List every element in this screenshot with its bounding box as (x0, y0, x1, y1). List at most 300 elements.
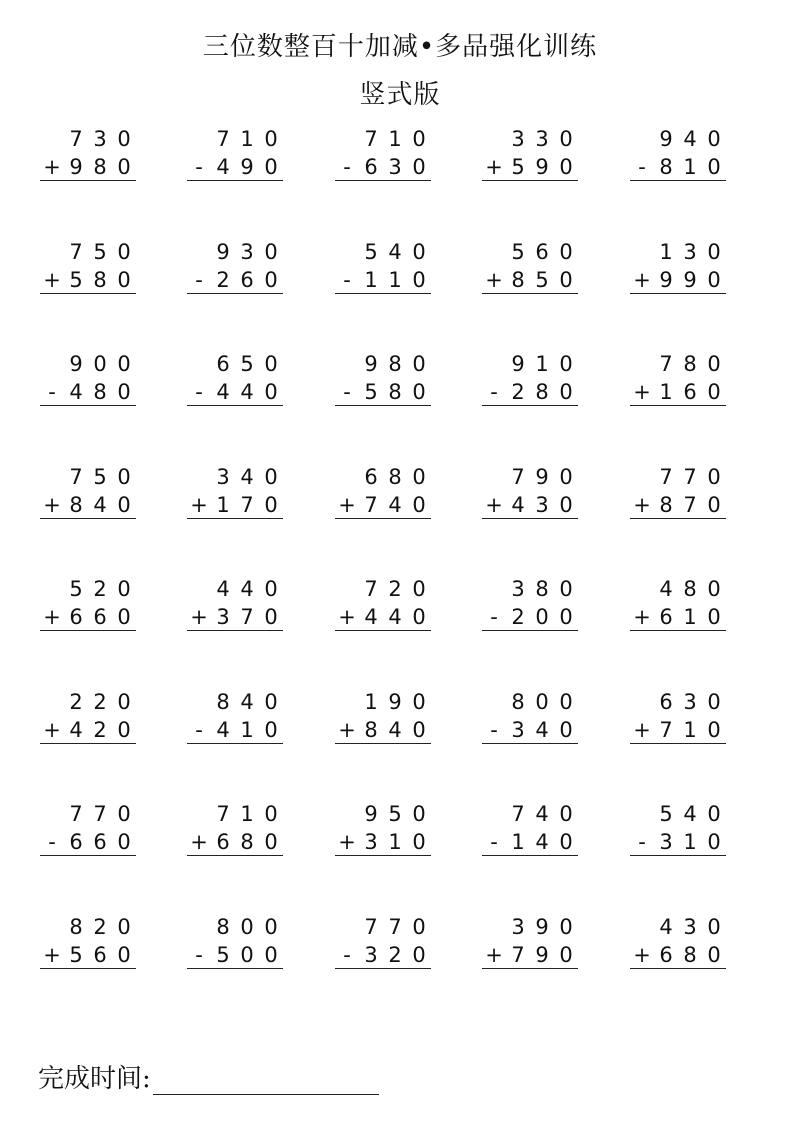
digit: 9 (240, 155, 254, 179)
problem-item (187, 914, 283, 969)
digit: 8 (93, 155, 107, 179)
digit: 4 (388, 718, 402, 742)
second-operand (482, 267, 578, 294)
second-operand (482, 379, 578, 406)
first-operand (630, 351, 726, 377)
digit: 0 (412, 718, 426, 742)
second-operand (40, 267, 136, 294)
digit: 7 (683, 493, 697, 517)
digit: 1 (240, 127, 254, 151)
digit: 0 (264, 802, 278, 826)
digit: 0 (117, 915, 131, 939)
digit: 1 (683, 605, 697, 629)
digit: 0 (412, 802, 426, 826)
digit: 0 (559, 915, 573, 939)
page-subtitle: 竖式版 (359, 80, 441, 110)
digit: 2 (93, 915, 107, 939)
digit: 0 (559, 690, 573, 714)
digit: 0 (707, 268, 721, 292)
second-operand (482, 829, 578, 856)
digit: 0 (412, 268, 426, 292)
digit: 0 (412, 380, 426, 404)
digit: 0 (707, 380, 721, 404)
digit: 4 (511, 493, 525, 517)
digit: 0 (264, 830, 278, 854)
digit: 9 (659, 268, 673, 292)
plus-sign: + (633, 380, 651, 404)
first-operand (482, 689, 578, 715)
first-operand (187, 126, 283, 152)
digit: 0 (264, 465, 278, 489)
digit: 0 (117, 493, 131, 517)
digit: 0 (264, 155, 278, 179)
problem-item (630, 576, 726, 631)
digit: 0 (707, 802, 721, 826)
digit: 1 (240, 718, 254, 742)
minus-sign: - (343, 268, 351, 292)
digit: 1 (683, 830, 697, 854)
digit: 6 (659, 943, 673, 967)
digit: 5 (240, 352, 254, 376)
first-operand (40, 239, 136, 265)
problem-item (482, 126, 578, 181)
problem-item (335, 914, 431, 969)
digit: 0 (264, 915, 278, 939)
first-operand (40, 351, 136, 377)
second-operand (630, 154, 726, 181)
second-operand (40, 604, 136, 631)
digit: 0 (559, 127, 573, 151)
digit: 0 (535, 690, 549, 714)
digit: 9 (216, 240, 230, 264)
plus-sign: + (43, 605, 61, 629)
second-operand (187, 604, 283, 631)
digit: 0 (707, 943, 721, 967)
digit: 9 (683, 268, 697, 292)
digit: 2 (93, 718, 107, 742)
digit: 3 (535, 493, 549, 517)
digit: 3 (216, 465, 230, 489)
digit: 2 (93, 690, 107, 714)
plus-sign: + (43, 493, 61, 517)
plus-sign: + (43, 718, 61, 742)
second-operand (630, 829, 726, 856)
minus-sign: - (343, 155, 351, 179)
digit: 2 (69, 690, 83, 714)
second-operand (187, 717, 283, 744)
minus-sign: - (195, 718, 203, 742)
problem-item (187, 464, 283, 519)
digit: 0 (264, 268, 278, 292)
digit: 0 (707, 352, 721, 376)
problem-item (40, 689, 136, 744)
digit: 8 (659, 493, 673, 517)
digit: 7 (93, 802, 107, 826)
second-operand (630, 604, 726, 631)
digit: 7 (364, 577, 378, 601)
minus-sign: - (638, 830, 646, 854)
digit: 0 (117, 802, 131, 826)
digit: 7 (69, 240, 83, 264)
minus-sign: - (48, 830, 56, 854)
first-operand (482, 464, 578, 490)
digit: 0 (264, 493, 278, 517)
digit: 8 (93, 268, 107, 292)
second-operand (40, 829, 136, 856)
digit: 0 (412, 465, 426, 489)
plus-sign: + (633, 493, 651, 517)
digit: 3 (683, 240, 697, 264)
digit: 7 (659, 718, 673, 742)
minus-sign: - (195, 155, 203, 179)
digit: 7 (69, 127, 83, 151)
digit: 4 (388, 605, 402, 629)
problem-item (40, 801, 136, 856)
digit: 9 (535, 943, 549, 967)
digit: 0 (264, 943, 278, 967)
second-operand (482, 942, 578, 969)
digit: 2 (388, 943, 402, 967)
second-operand (630, 379, 726, 406)
problem-item (630, 464, 726, 519)
first-operand (482, 239, 578, 265)
digit: 8 (388, 380, 402, 404)
problem-item (630, 239, 726, 294)
first-operand (335, 576, 431, 602)
digit: 8 (93, 380, 107, 404)
digit: 8 (683, 352, 697, 376)
second-operand (482, 604, 578, 631)
minus-sign: - (490, 830, 498, 854)
digit: 0 (707, 605, 721, 629)
digit: 0 (559, 155, 573, 179)
second-operand (335, 604, 431, 631)
digit: 8 (659, 155, 673, 179)
digit: 8 (69, 915, 83, 939)
digit: 0 (535, 605, 549, 629)
digit: 8 (216, 915, 230, 939)
problem-item (187, 576, 283, 631)
digit: 7 (511, 943, 525, 967)
second-operand (630, 267, 726, 294)
problem-item (482, 239, 578, 294)
first-operand (630, 464, 726, 490)
digit: 4 (216, 155, 230, 179)
first-operand (482, 914, 578, 940)
problem-item (40, 126, 136, 181)
digit: 3 (216, 605, 230, 629)
first-operand (335, 351, 431, 377)
first-operand (335, 126, 431, 152)
digit: 6 (240, 268, 254, 292)
digit: 5 (535, 268, 549, 292)
second-operand (40, 154, 136, 181)
digit: 0 (264, 352, 278, 376)
plus-sign: + (633, 718, 651, 742)
digit: 6 (93, 943, 107, 967)
problem-item (40, 239, 136, 294)
digit: 8 (69, 493, 83, 517)
second-operand (335, 829, 431, 856)
second-operand (40, 379, 136, 406)
digit: 0 (412, 352, 426, 376)
completion-time-blank[interactable] (153, 1068, 379, 1095)
digit: 0 (559, 380, 573, 404)
digit: 1 (388, 830, 402, 854)
digit: 7 (216, 802, 230, 826)
second-operand (482, 154, 578, 181)
digit: 0 (707, 690, 721, 714)
digit: 9 (659, 127, 673, 151)
digit: 8 (535, 380, 549, 404)
digit: 3 (240, 240, 254, 264)
second-operand (40, 492, 136, 519)
problem-item (40, 576, 136, 631)
problem-item (630, 351, 726, 406)
digit: 5 (659, 802, 673, 826)
digit: 0 (412, 577, 426, 601)
digit: 1 (659, 380, 673, 404)
digit: 3 (511, 915, 525, 939)
digit: 2 (93, 577, 107, 601)
plus-sign: + (190, 493, 208, 517)
digit: 0 (412, 830, 426, 854)
problem-item (335, 239, 431, 294)
plus-sign: + (485, 268, 503, 292)
minus-sign: - (195, 943, 203, 967)
minus-sign: - (48, 380, 56, 404)
digit: 0 (264, 380, 278, 404)
problem-item (335, 801, 431, 856)
digit: 4 (683, 802, 697, 826)
digit: 4 (216, 718, 230, 742)
problem-item (335, 351, 431, 406)
first-operand (187, 914, 283, 940)
first-operand (630, 576, 726, 602)
problem-item (187, 239, 283, 294)
problem-item (335, 126, 431, 181)
digit: 4 (216, 380, 230, 404)
first-operand (482, 576, 578, 602)
second-operand (40, 717, 136, 744)
digit: 5 (69, 268, 83, 292)
digit: 4 (388, 240, 402, 264)
digit: 2 (511, 605, 525, 629)
digit: 7 (364, 127, 378, 151)
digit: 6 (69, 605, 83, 629)
digit: 3 (93, 127, 107, 151)
first-operand (630, 914, 726, 940)
first-operand (335, 914, 431, 940)
second-operand (335, 717, 431, 744)
page-title: 三位数整百十加减•多品强化训练 (202, 32, 598, 62)
digit: 4 (93, 493, 107, 517)
problem-item (630, 126, 726, 181)
digit: 4 (535, 802, 549, 826)
digit: 4 (240, 380, 254, 404)
digit: 7 (364, 493, 378, 517)
digit: 0 (707, 155, 721, 179)
digit: 9 (364, 352, 378, 376)
digit: 0 (412, 155, 426, 179)
digit: 0 (412, 493, 426, 517)
digit: 0 (117, 380, 131, 404)
second-operand (187, 829, 283, 856)
digit: 4 (69, 380, 83, 404)
digit: 0 (707, 465, 721, 489)
digit: 9 (535, 465, 549, 489)
digit: 5 (511, 155, 525, 179)
digit: 0 (264, 718, 278, 742)
first-operand (40, 689, 136, 715)
digit: 7 (511, 465, 525, 489)
digit: 4 (240, 690, 254, 714)
plus-sign: + (485, 493, 503, 517)
digit: 7 (511, 802, 525, 826)
digit: 6 (535, 240, 549, 264)
digit: 0 (412, 943, 426, 967)
digit: 0 (264, 127, 278, 151)
digit: 1 (388, 127, 402, 151)
problem-item (40, 351, 136, 406)
digit: 0 (559, 830, 573, 854)
digit: 0 (707, 127, 721, 151)
digit: 0 (117, 352, 131, 376)
digit: 0 (559, 577, 573, 601)
digit: 1 (216, 493, 230, 517)
digit: 6 (659, 690, 673, 714)
second-operand (482, 492, 578, 519)
plus-sign: + (485, 155, 503, 179)
digit: 0 (559, 605, 573, 629)
minus-sign: - (490, 380, 498, 404)
digit: 7 (216, 127, 230, 151)
digit: 6 (659, 605, 673, 629)
digit: 6 (69, 830, 83, 854)
digit: 0 (117, 268, 131, 292)
problem-item (482, 464, 578, 519)
first-operand (482, 126, 578, 152)
second-operand (630, 717, 726, 744)
plus-sign: + (633, 605, 651, 629)
digit: 0 (93, 352, 107, 376)
digit: 8 (683, 943, 697, 967)
digit: 1 (683, 718, 697, 742)
digit: 8 (240, 830, 254, 854)
plus-sign: + (43, 943, 61, 967)
minus-sign: - (195, 268, 203, 292)
digit: 9 (535, 155, 549, 179)
digit: 4 (216, 577, 230, 601)
digit: 8 (388, 465, 402, 489)
plus-sign: + (485, 943, 503, 967)
problem-item (187, 801, 283, 856)
digit: 0 (264, 690, 278, 714)
second-operand (187, 267, 283, 294)
digit: 1 (683, 155, 697, 179)
second-operand (630, 942, 726, 969)
plus-sign: + (43, 268, 61, 292)
digit: 0 (117, 155, 131, 179)
problem-item (482, 914, 578, 969)
digit: 0 (559, 718, 573, 742)
digit: 6 (93, 830, 107, 854)
digit: 8 (364, 718, 378, 742)
problem-item (40, 464, 136, 519)
digit: 0 (117, 577, 131, 601)
digit: 0 (117, 943, 131, 967)
problem-item (482, 689, 578, 744)
digit: 7 (69, 802, 83, 826)
second-operand (335, 942, 431, 969)
digit: 5 (93, 465, 107, 489)
digit: 4 (69, 718, 83, 742)
first-operand (335, 464, 431, 490)
first-operand (40, 576, 136, 602)
second-operand (187, 942, 283, 969)
digit: 0 (117, 127, 131, 151)
first-operand (630, 689, 726, 715)
digit: 4 (683, 127, 697, 151)
digit: 4 (364, 605, 378, 629)
digit: 2 (216, 268, 230, 292)
first-operand (630, 239, 726, 265)
digit: 9 (69, 352, 83, 376)
problem-item (482, 351, 578, 406)
first-operand (187, 801, 283, 827)
digit: 0 (412, 690, 426, 714)
digit: 0 (559, 493, 573, 517)
digit: 7 (69, 465, 83, 489)
second-operand (40, 942, 136, 969)
digit: 0 (412, 127, 426, 151)
first-operand (187, 239, 283, 265)
digit: 8 (535, 577, 549, 601)
digit: 4 (240, 465, 254, 489)
digit: 6 (364, 465, 378, 489)
digit: 0 (707, 915, 721, 939)
digit: 8 (511, 268, 525, 292)
first-operand (335, 239, 431, 265)
plus-sign: + (633, 943, 651, 967)
digit: 9 (511, 352, 525, 376)
digit: 5 (69, 577, 83, 601)
digit: 2 (388, 577, 402, 601)
digit: 9 (364, 802, 378, 826)
digit: 3 (683, 915, 697, 939)
plus-sign: + (338, 605, 356, 629)
digit: 5 (511, 240, 525, 264)
digit: 0 (559, 943, 573, 967)
digit: 3 (511, 718, 525, 742)
digit: 0 (117, 718, 131, 742)
digit: 4 (388, 493, 402, 517)
digit: 0 (412, 240, 426, 264)
digit: 0 (559, 352, 573, 376)
digit: 8 (683, 577, 697, 601)
digit: 1 (535, 352, 549, 376)
digit: 9 (69, 155, 83, 179)
digit: 3 (535, 127, 549, 151)
digit: 4 (659, 577, 673, 601)
digit: 0 (240, 943, 254, 967)
digit: 5 (93, 240, 107, 264)
digit: 5 (364, 240, 378, 264)
second-operand (335, 267, 431, 294)
first-operand (40, 464, 136, 490)
digit: 8 (216, 690, 230, 714)
second-operand (335, 492, 431, 519)
